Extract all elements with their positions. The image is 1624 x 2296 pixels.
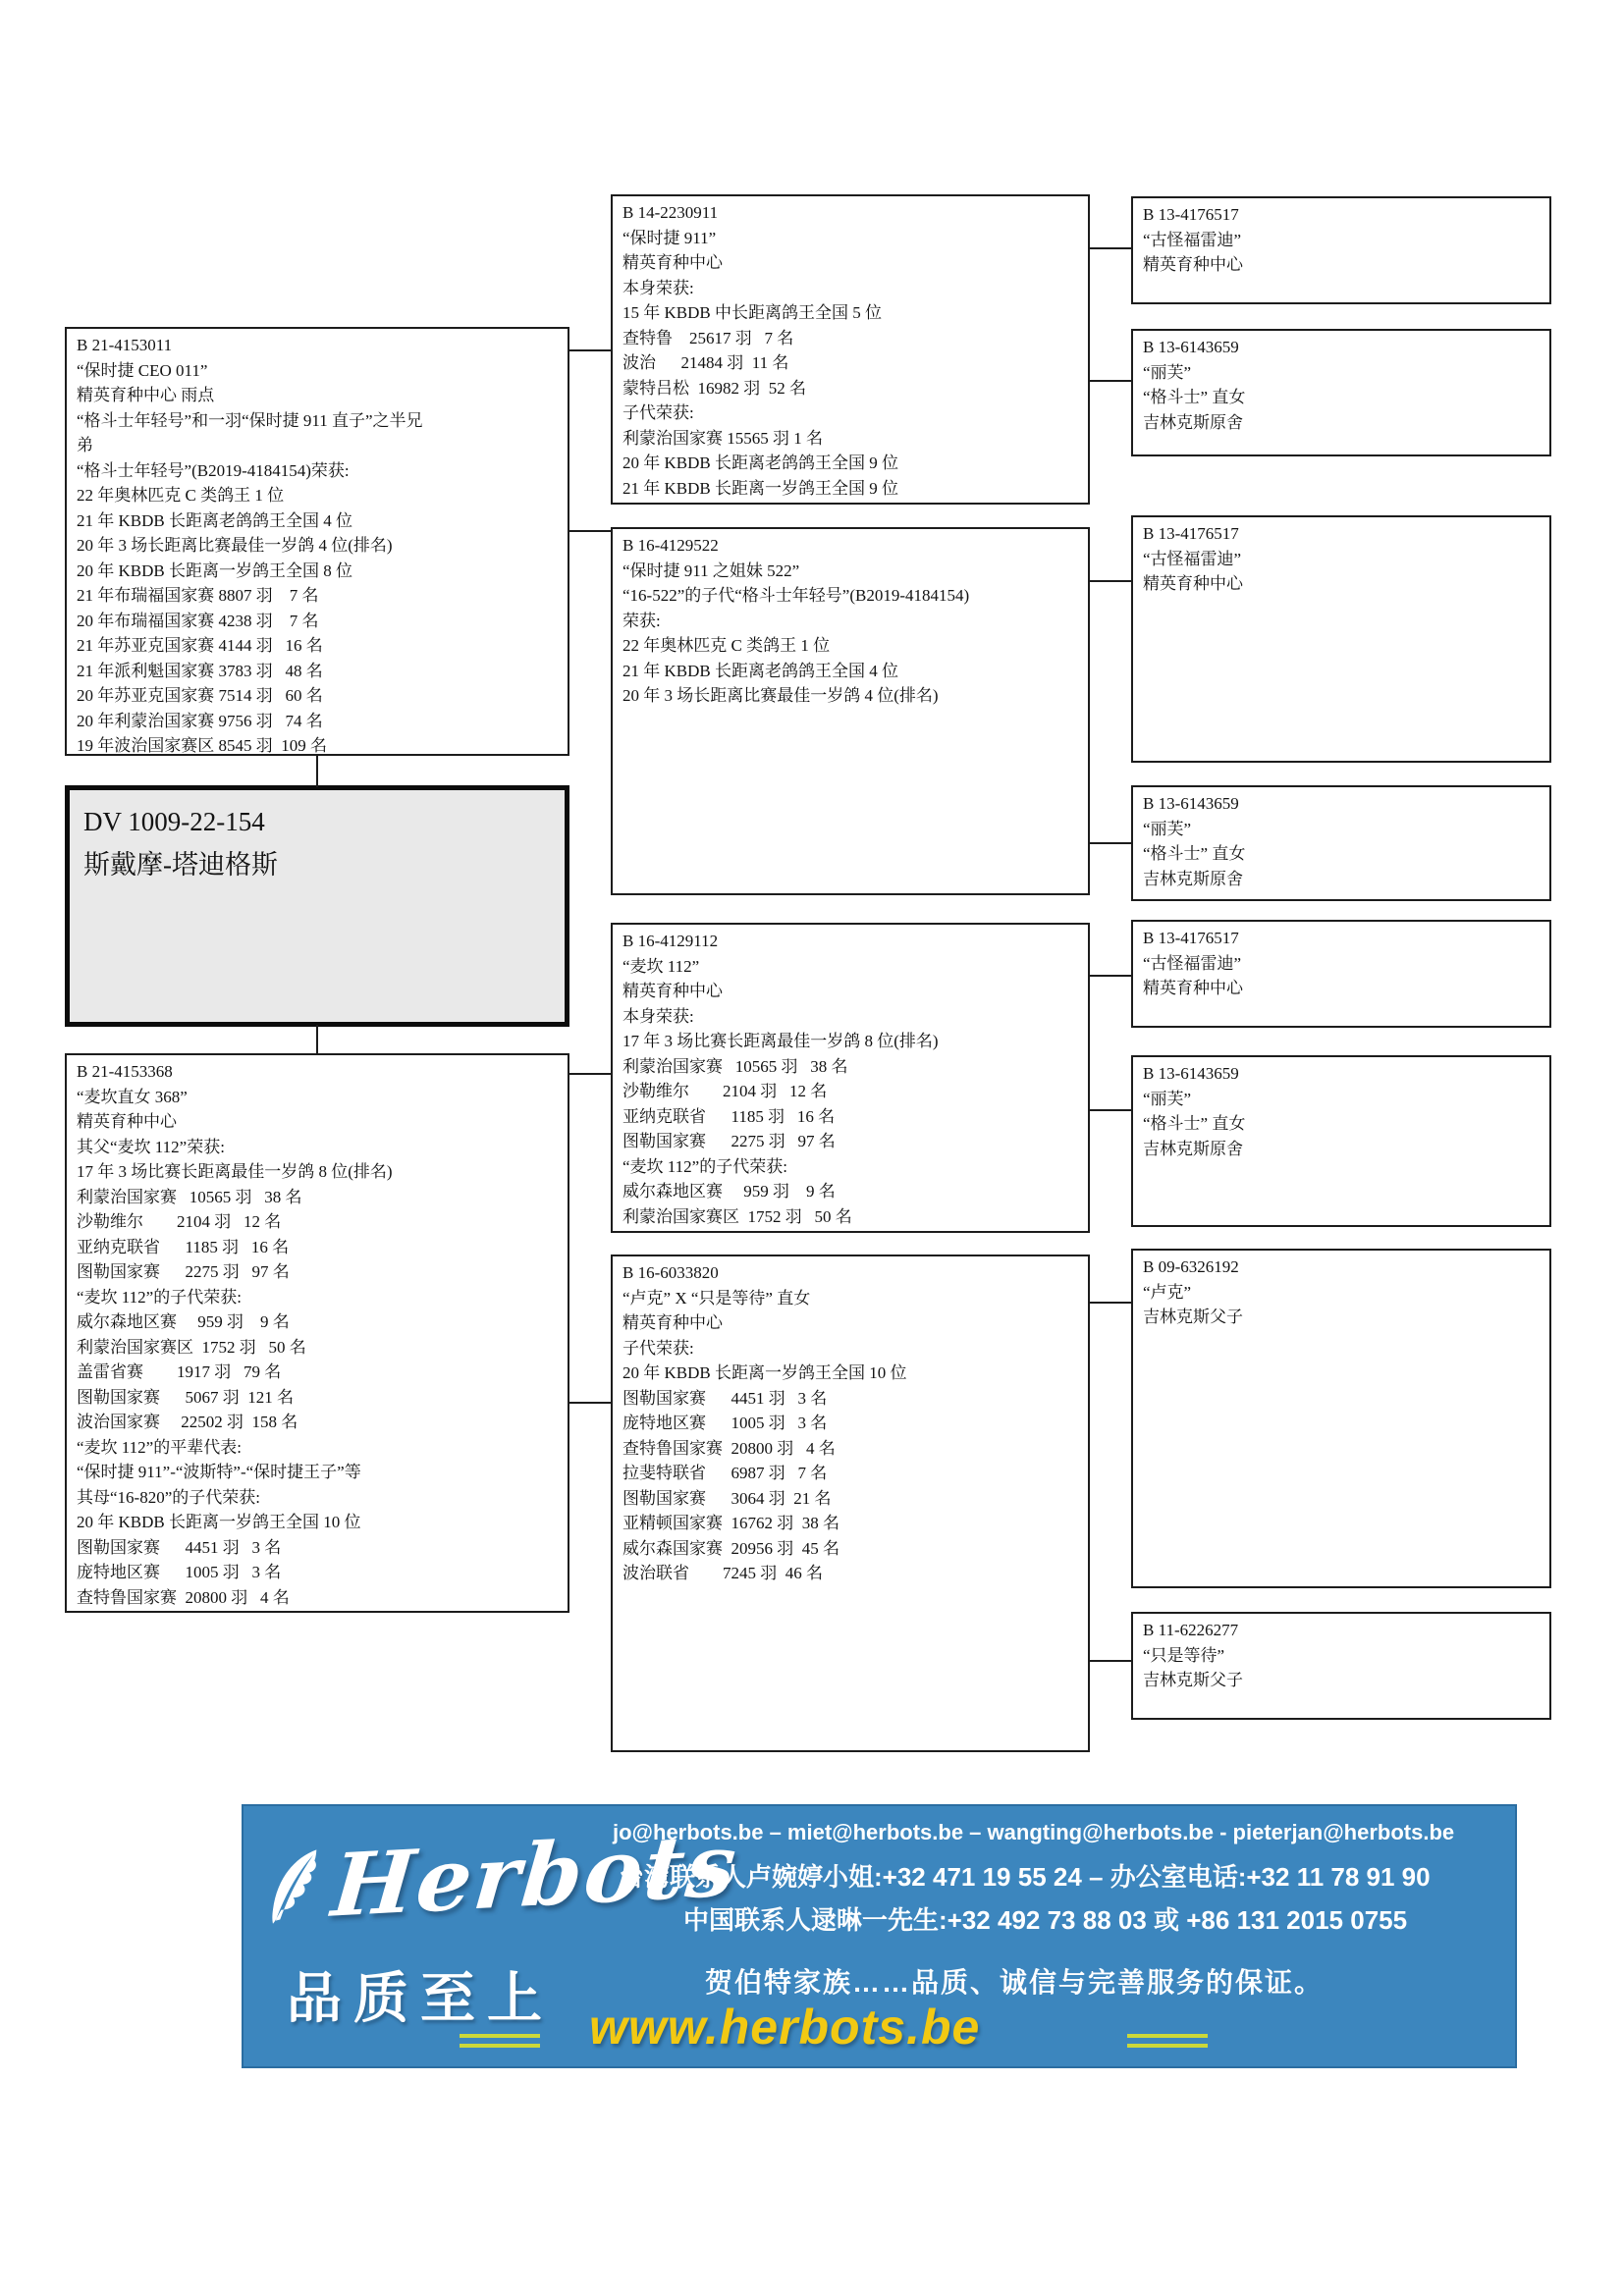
pedigree-box-sire-dam-sire: [1131, 515, 1551, 763]
pedigree-text-line: 利蒙治国家赛区 1752 羽 50 名: [623, 1206, 852, 1226]
connector-line: [316, 756, 318, 787]
pedigree-text-line: 20 年 KBDB 长距离一岁鸽王全国 10 位: [77, 1513, 361, 1531]
pedigree-text-line: B 14-2230911: [623, 203, 719, 222]
pedigree-text-line: 精英育种中心: [77, 1112, 177, 1131]
pedigree-text-line: “格斗士年轻号”(B2019-4184154)荣获:: [77, 460, 350, 480]
pedigree-text-line: 21 年 KBDB 长距离老鸽鸽王全国 4 位: [77, 510, 352, 530]
pedigree-text-line: 精英育种中心: [623, 1313, 723, 1332]
pedigree-text-line: B 21-4153011: [77, 336, 173, 354]
pedigree-text-line: 21 年 KBDB 长距离老鸽鸽王全国 4 位: [623, 661, 898, 680]
pedigree-text-line: 图勒国家赛 5067 羽 121 名: [77, 1387, 294, 1407]
pedigree-text-line: 威尔森地区赛 959 羽 9 名: [77, 1312, 290, 1331]
pedigree-text-line: B 13-4176517: [1143, 205, 1239, 224]
pedigree-text-line: “丽芙”: [1143, 819, 1192, 838]
pedigree-text-line: 亚纳克联省 1185 羽 16 名: [623, 1106, 836, 1126]
pedigree-text-line: 精英育种中心: [623, 982, 723, 1000]
pedigree-box-subject: [65, 785, 569, 1027]
pedigree-text-line: 图勒国家赛 4451 羽 3 名: [77, 1537, 282, 1557]
connector-line: [1088, 1660, 1133, 1662]
pedigree-text-line: “保时捷 911”: [623, 228, 717, 247]
pedigree-text-line: 沙勒维尔 2104 羽 12 名: [623, 1082, 828, 1100]
pedigree-text-line: 吉林克斯原舍: [1143, 412, 1243, 432]
pedigree-text-line: 波治国家赛 22502 羽 158 名: [77, 1413, 298, 1431]
subject-ring: DV 1009-22-154: [83, 807, 265, 836]
connector-line: [316, 1025, 318, 1055]
pedigree-text-line: 图勒国家赛 2275 羽 97 名: [77, 1262, 290, 1281]
herbots-logo: Herbots: [328, 1813, 742, 1937]
pedigree-text-line: 20 年 3 场长距离比赛最佳一岁鸽 4 位(排名): [623, 686, 939, 705]
pedigree-text-line: 威尔森地区赛 959 羽 9 名: [623, 1182, 836, 1201]
pedigree-text-line: 利蒙治国家赛 10565 羽 38 名: [77, 1187, 302, 1206]
pedigree-text-line: B 16-4129522: [623, 536, 719, 555]
pedigree-text-line: 精英育种中心: [623, 253, 723, 272]
pedigree-text-line: 荣获:: [623, 611, 661, 630]
pedigree-box-dam-dam-sire: [1131, 1249, 1551, 1588]
pedigree-text-line: 吉林克斯父子: [1143, 1671, 1243, 1689]
pedigree-text-line: 查特鲁国家赛 20800 羽 4 名: [623, 1438, 836, 1458]
pedigree-text-line: 精英育种中心: [1143, 979, 1243, 997]
pedigree-text-line: “16-522”的子代“格斗士年轻号”(B2019-4184154): [623, 586, 970, 605]
pedigree-text-line: “古怪福雷迪”: [1143, 230, 1242, 249]
pedigree-box-sire-dam: [611, 527, 1090, 895]
pedigree-text-line: “麦坎 112”的子代荣获:: [77, 1287, 242, 1307]
pedigree-box-dam-sire-dam: [1131, 1055, 1551, 1227]
pedigree-text-line: B 13-6143659: [1143, 338, 1239, 356]
pedigree-text-line: 20 年 KBDB 长距离老鸽鸽王全国 9 位: [623, 454, 898, 472]
pedigree-text-line: “格斗士” 直女: [1143, 844, 1246, 863]
pedigree-text-line: B 21-4153368: [77, 1062, 173, 1081]
pedigree-text-line: 20 年 KBDB 长距离一岁鸽王全国 8 位: [77, 561, 352, 580]
pedigree-text-line: “丽芙”: [1143, 362, 1192, 382]
pedigree-text-line: 22 年奥林匹克 C 类鸽王 1 位: [77, 486, 285, 505]
pedigree-text-line: 20 年布瑞福国家赛 4238 羽 7 名: [77, 611, 319, 630]
connector-line: [568, 530, 613, 532]
pedigree-text-line: 利蒙治国家赛 10565 羽 38 名: [623, 1056, 848, 1076]
pedigree-text-line: 20 年 KBDB 长距离一岁鸽王全国 10 位: [623, 1363, 907, 1382]
connector-line: [1088, 1109, 1133, 1111]
pedigree-text-line: B 16-6033820: [623, 1263, 719, 1282]
pedigree-box-dam: [65, 1053, 569, 1613]
pedigree-text-line: 庞特地区赛 1005 羽 3 名: [77, 1563, 282, 1581]
pedigree-box-sire-sire-dam: [1131, 329, 1551, 456]
website-url: www.herbots.be: [589, 2000, 981, 2055]
pedigree-text-line: “保时捷 911 之姐妹 522”: [623, 561, 800, 580]
pedigree-text-line: 其父“麦坎 112”荣获:: [77, 1137, 225, 1156]
pedigree-text-line: 17 年 3 场比赛长距离最佳一岁鸽 8 位(排名): [623, 1032, 939, 1050]
brand-slogan-cn: 品质至上: [287, 1967, 554, 2029]
pedigree-text-line: “保时捷 911”-“波斯特”-“保时捷王子”等: [77, 1463, 361, 1481]
pedigree-text-line: 22 年奥林匹克 C 类鸽王 1 位: [623, 636, 831, 655]
pedigree-text-line: 蒙特吕松 16982 羽 52 名: [623, 378, 806, 398]
pedigree-text-line: 拉斐特联省 6987 羽 7 名: [623, 1464, 828, 1482]
pedigree-text-line: 威尔森国家赛 20956 羽 45 名: [623, 1538, 839, 1558]
pedigree-text-line: “古怪福雷迪”: [1143, 549, 1242, 568]
pedigree-text-line: 吉林克斯父子: [1143, 1308, 1243, 1326]
pedigree-text-line: 精英育种中心: [1143, 255, 1243, 274]
pedigree-text-line: 本身荣获:: [623, 278, 694, 297]
connector-line: [1088, 842, 1133, 844]
pedigree-text-line: 亚精顿国家赛 16762 羽 38 名: [623, 1514, 839, 1532]
pedigree-text-line: 精英育种中心: [1143, 574, 1243, 593]
pedigree-text-line: 盖雷省赛 1917 羽 79 名: [77, 1362, 282, 1381]
pedigree-box-sire-sire: [611, 194, 1090, 505]
pedigree-text-line: “古怪福雷迪”: [1143, 953, 1242, 973]
herbots-banner: [242, 1804, 1517, 2068]
pedigree-text-line: 子代荣获:: [623, 1338, 694, 1358]
pedigree-text-line: 21 年苏亚克国家赛 4144 羽 16 名: [77, 636, 323, 655]
contact-emails: jo@herbots.be – miet@herbots.be – wangting@herbots.be - pieterjan@herbots.be: [613, 1820, 1455, 1844]
pedigree-box-dam-sire: [611, 923, 1090, 1233]
pedigree-text-line: 21 年 KBDB 长距离一岁鸽王全国 9 位: [623, 478, 898, 498]
pedigree-text-line: 查特鲁国家赛 20800 羽 4 名: [77, 1587, 290, 1607]
pedigree-box-dam-dam-dam: [1131, 1612, 1551, 1720]
pedigree-box-sire: [65, 327, 569, 756]
pedigree-text-line: “保时捷 CEO 011”: [77, 360, 208, 380]
pedigree-text-line: B 16-4129112: [623, 932, 719, 950]
pedigree-text-line: 20 年利蒙治国家赛 9756 羽 74 名: [77, 711, 323, 730]
pedigree-text-line: “麦坎 112”: [623, 956, 700, 976]
pedigree-text-line: 图勒国家赛 4451 羽 3 名: [623, 1388, 828, 1408]
pedigree-text-line: 图勒国家赛 3064 羽 21 名: [623, 1488, 832, 1508]
subject-name: 斯戴摩-塔迪格斯: [83, 850, 278, 880]
pedigree-text-line: B 09-6326192: [1143, 1257, 1239, 1276]
connector-line: [1088, 975, 1133, 977]
pedigree-text-line: 弟: [77, 436, 93, 454]
pedigree-box-sire-sire-sire: [1131, 196, 1551, 304]
pedigree-text-line: 20 年 3 场长距离比赛最佳一岁鸽 4 位(排名): [77, 536, 393, 555]
accent-line-right: [1127, 2034, 1208, 2054]
pedigree-text-line: 亚纳克联省 1185 羽 16 名: [77, 1237, 290, 1256]
contact-taiwan-line: 台湾联系人卢婉婷小姐:+32 471 19 55 24 – 办公室电话:+32 11 78 91 90: [619, 1862, 1431, 1892]
family-slogan: 贺伯特家族……品质、诚信与完善服务的保证。: [705, 1967, 1325, 1998]
pedigree-text-line: “丽芙”: [1143, 1089, 1192, 1108]
pedigree-text-line: B 13-6143659: [1143, 794, 1239, 813]
pedigree-text-line: B 13-4176517: [1143, 524, 1239, 543]
pedigree-text-line: 精英育种中心 雨点: [77, 386, 215, 404]
pedigree-text-line: 本身荣获:: [623, 1006, 694, 1026]
connector-line: [1088, 1302, 1133, 1304]
pedigree-text-line: 利蒙治国家赛区 1752 羽 50 名: [77, 1337, 306, 1357]
connector-line: [568, 1402, 613, 1404]
pedigree-text-line: “麦坎 112”的平辈代表:: [77, 1437, 242, 1457]
pedigree-text-line: 子代荣获:: [623, 403, 694, 422]
pedigree-text-line: 15 年 KBDB 中长距离鸽王全国 5 位: [623, 303, 882, 322]
pedigree-text-line: 吉林克斯原舍: [1143, 869, 1243, 888]
pedigree-text-line: “格斗士年轻号”和一羽“保时捷 911 直子”之半兄: [77, 410, 423, 430]
accent-line-left: [460, 2034, 540, 2054]
pedigree-text-line: 吉林克斯原舍: [1143, 1139, 1243, 1158]
feather-icon: [251, 1843, 340, 1932]
pedigree-text-line: “麦坎直女 368”: [77, 1087, 188, 1106]
pedigree-box-dam-dam: [611, 1255, 1090, 1752]
pedigree-text-line: “格斗士” 直女: [1143, 388, 1246, 406]
pedigree-text-line: 庞特地区赛 1005 羽 3 名: [623, 1414, 828, 1432]
connector-line: [1088, 247, 1133, 249]
pedigree-text-line: 查特鲁 25617 羽 7 名: [623, 328, 794, 347]
pedigree-text-line: B 13-6143659: [1143, 1064, 1239, 1083]
pedigree-box-dam-sire-sire: [1131, 920, 1551, 1028]
pedigree-text-line: B 13-4176517: [1143, 929, 1239, 947]
pedigree-text-line: 利蒙治国家赛 15565 羽 1 名: [623, 428, 823, 448]
pedigree-text-line: “格斗士” 直女: [1143, 1114, 1246, 1133]
pedigree-box-sire-dam-dam: [1131, 785, 1551, 901]
pedigree-text-line: “只是等待”: [1143, 1645, 1225, 1665]
pedigree-text-line: “麦坎 112”的子代荣获:: [623, 1156, 787, 1176]
connector-line: [1088, 580, 1133, 582]
pedigree-text-line: 21 年派利魁国家赛 3783 羽 48 名: [77, 661, 323, 680]
pedigree-text-line: “卢克”: [1143, 1282, 1192, 1302]
pedigree-text-line: 其母“16-820”的子代荣获:: [77, 1487, 260, 1507]
pedigree-text-line: 17 年 3 场比赛长距离最佳一岁鸽 8 位(排名): [77, 1162, 393, 1181]
pedigree-text-line: 波治 21484 羽 11 名: [623, 353, 789, 372]
pedigree-text-line: 波治联省 7245 羽 46 名: [623, 1564, 823, 1582]
connector-line: [568, 1073, 613, 1075]
pedigree-text-line: 图勒国家赛 2275 羽 97 名: [623, 1132, 836, 1150]
pedigree-text-line: 20 年苏亚克国家赛 7514 羽 60 名: [77, 686, 323, 705]
pedigree-text-line: 沙勒维尔 2104 羽 12 名: [77, 1212, 282, 1231]
pedigree-text-line: 21 年布瑞福国家赛 8807 羽 7 名: [77, 586, 319, 605]
connector-line: [1088, 380, 1133, 382]
pedigree-text-line: 19 年波治国家赛区 8545 羽 109 名: [77, 736, 327, 755]
pedigree-text-line: “卢克” X “只是等待” 直女: [623, 1288, 811, 1308]
connector-line: [568, 349, 613, 351]
contact-china-line: 中国联系人逯晽一先生:+32 492 73 88 03 或 +86 131 2015 0755: [683, 1905, 1408, 1935]
pedigree-text-line: B 11-6226277: [1143, 1621, 1239, 1639]
